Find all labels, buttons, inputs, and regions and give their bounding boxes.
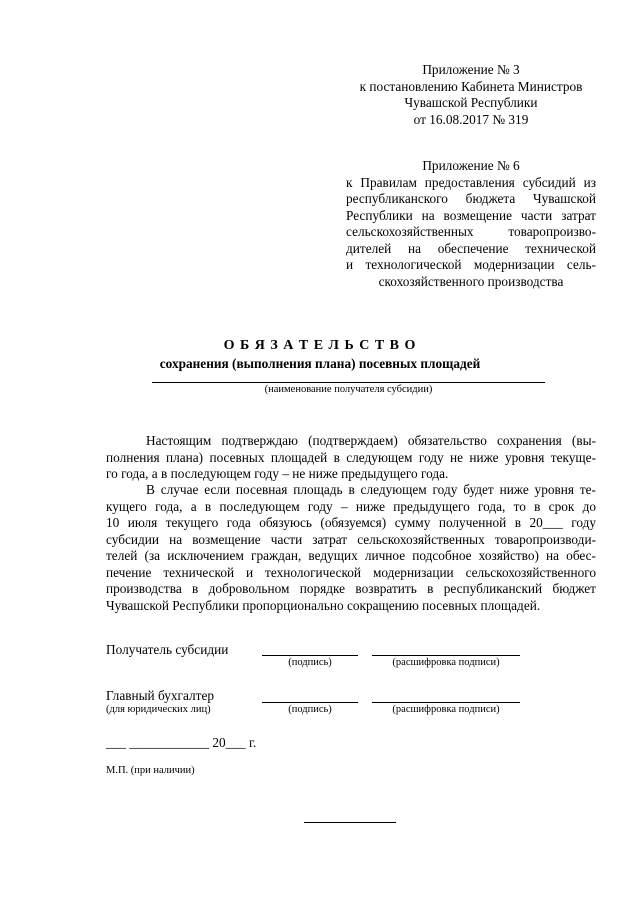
appendix-6-line: к Правилам предоставления субсидий из [346,174,596,190]
paragraph-2 [106,482,596,614]
decoding-caption: (расшифровка подписи) [392,657,500,668]
paragraph-line: 10 июля текущего года обязуюсь (обязуемся) сумму полученной в 20___ году [106,515,596,530]
appendix-3-heading: Приложение № 3 [422,62,520,77]
appendix-6-line: Республики на возмещение части затрат [346,207,596,223]
recipient-signature-line[interactable] [262,655,358,656]
document-title: О Б Я З А Т Е Л Ь С Т В О [223,338,417,353]
recipient-name-caption: (наименование получателя субсидии) [264,384,433,395]
footer-divider [304,822,396,823]
signature-caption: (подпись) [288,657,332,668]
paragraph-line: полнения плана) посевных площадей в следующем году не ниже уровня текуще- [106,449,596,465]
paragraph-line: субсидии на возмещение части затрат сельскохозяйственных товаропроизводи- [106,531,596,547]
paragraph-line: печение технической и технологической модернизации сельскохозяйственного [106,564,596,580]
accountant-sublabel: (для юридических лиц) [106,704,211,715]
accountant-decoding-line[interactable] [372,702,520,703]
paragraph-line: Настоящим подтверждаю (подтверждаем) обязательство сохранения (вы- [146,433,596,448]
recipient-decoding-line[interactable] [372,655,520,656]
appendix-6-line: сельскохозяйственных товаропроизво- [346,224,596,239]
recipient-name-line [152,382,545,383]
paragraph-line: производства в добровольном порядке возвратить в республиканский бюджет [106,581,596,596]
decoding-caption: (расшифровка подписи) [392,704,500,715]
accountant-signature-line[interactable] [262,702,358,703]
appendix-6-heading: Приложение № 6 [422,158,520,173]
accountant-signature-label: Главный бухгалтер [106,688,215,703]
paragraph-1 [106,433,596,483]
appendix-3-block [346,62,596,128]
appendix-3-date: от 16.08.2017 № 319 [413,111,529,127]
appendix-6-line: и технологической модернизации сель- [346,257,596,272]
appendix-3-line: Чувашской Республики [404,95,538,110]
appendix-6-line: республиканского бюджета Чувашской [346,191,596,206]
paragraph-line: кущего года, а в последующем году – ниже предыдущего года, то в срок до [106,498,596,514]
recipient-signature-label: Получатель субсидии [106,642,229,657]
paragraph-line: В случае если посевная площадь в следующем году будет ниже уровня те- [146,482,596,497]
appendix-6-block [346,158,596,290]
appendix-3-line: к постановлению Кабинета Министров [359,78,583,94]
appendix-6-line: скохозяйственного производства [378,273,564,289]
paragraph-line: Чувашской Республики пропорционально сокращению посевных площадей. [106,597,541,613]
document-subtitle: сохранения (выполнения плана) посевных площадей [159,356,481,371]
paragraph-line: телей (за исключением граждан, ведущих личное подсобное хозяйство) на обес- [106,548,596,563]
signature-caption: (подпись) [288,704,332,715]
appendix-6-line: дителей на обеспечение технической [346,240,596,256]
date-line[interactable]: ___ ____________ 20___ г. [106,735,257,750]
paragraph-line: го года, а в последующем году – не ниже предыдущего года. [106,466,449,481]
stamp-note: М.П. (при наличии) [106,765,195,776]
